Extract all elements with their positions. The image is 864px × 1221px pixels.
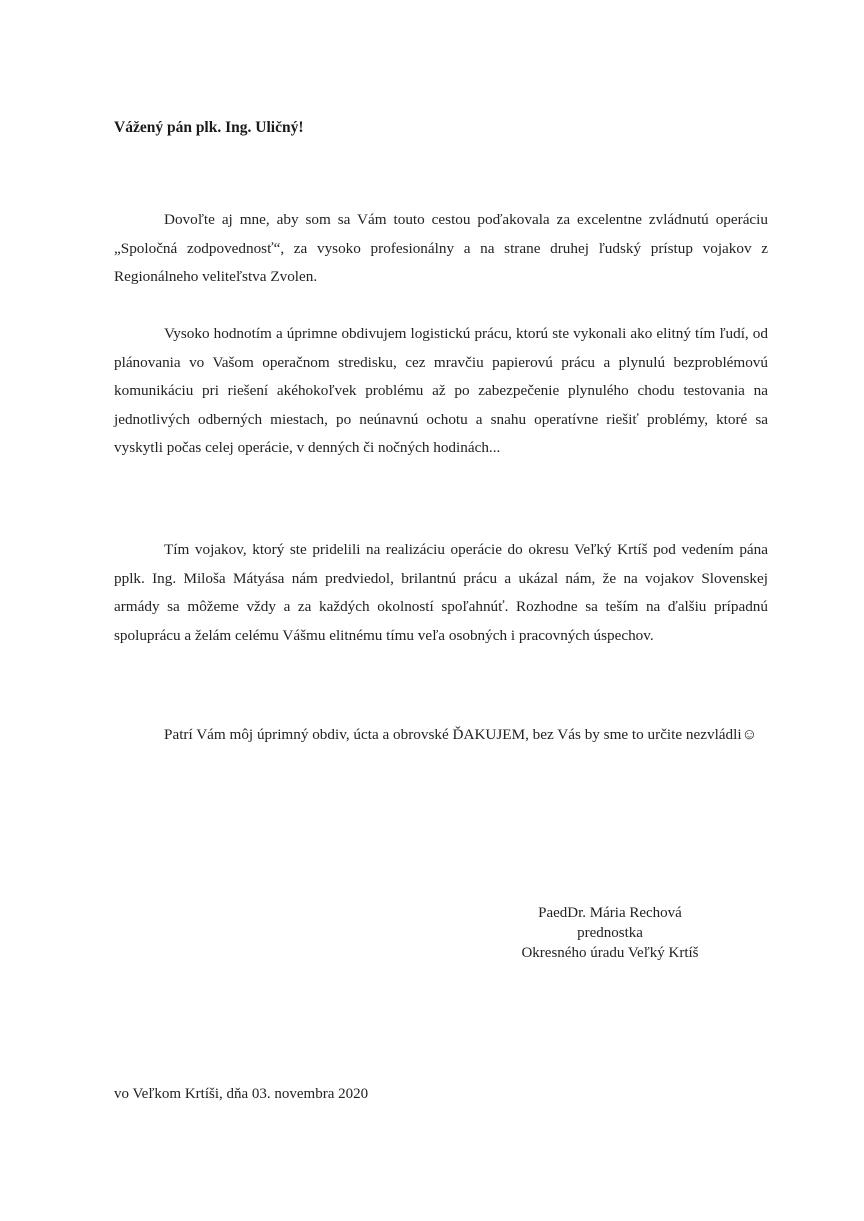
signature-block [480, 903, 740, 963]
paragraph-logistics: Vysoko hodnotím a úprimne obdivujem logistickú prácu, ktorú ste vykonali ako elitný tím ľudí, od plánovania vo Vašom operačnom stredisku, cez mravčiu papierovú prácu a plynulú bezproblémovú komunikáciu pri riešení akéhokoľvek problému až po zabezpečenie plynulého chodu testovania na jednotlivých odberných miestach, po neúnavnú ochotu a snahu operatívne riešiť problémy, ktoré sa vyskytli počas celej operácie, v denných či nočných hodinách... [114, 325, 768, 457]
paragraph-team: Tím vojakov, ktorý ste pridelili na realizáciu operácie do okresu Veľký Krtíš pod vedením pána pplk. Ing. Miloša Mátyása nám predviedol, brilantnú prácu a ukázal nám, že na vojakov Slovenskej armády sa môžeme vždy a za každých okolností spoľahnúť. Rozhodne sa teším na ďalšiu prípadnú spoluprácu a želám celému Vášmu elitnému tímu veľa osobných i pracovných úspechov. [114, 541, 768, 644]
paragraph-closing: Patrí Vám môj úprimný obdiv, úcta a obrovské ĎAKUJEM, bez Vás by sme to určite nezvládli☺ [164, 726, 758, 743]
salutation: Vážený pán plk. Ing. Uličný! [114, 119, 304, 136]
signature-name: PaedDr. Mária Rechová [538, 905, 682, 921]
signature-office: Okresného úradu Veľký Krtíš [521, 945, 699, 961]
signature-title: prednostka [577, 925, 643, 941]
dateline: vo Veľkom Krtíši, dňa 03. novembra 2020 [114, 1086, 369, 1102]
paragraph-thanks: Dovoľte aj mne, aby som sa Vám touto cestou poďakovala za excelentne zvládnutú operáciu „Spoločná zodpovednosť“, za vysoko profesionálny a na strane druhej ľudský prístup vojakov z Regionálneho veliteľstva Zvolen. [114, 211, 768, 286]
